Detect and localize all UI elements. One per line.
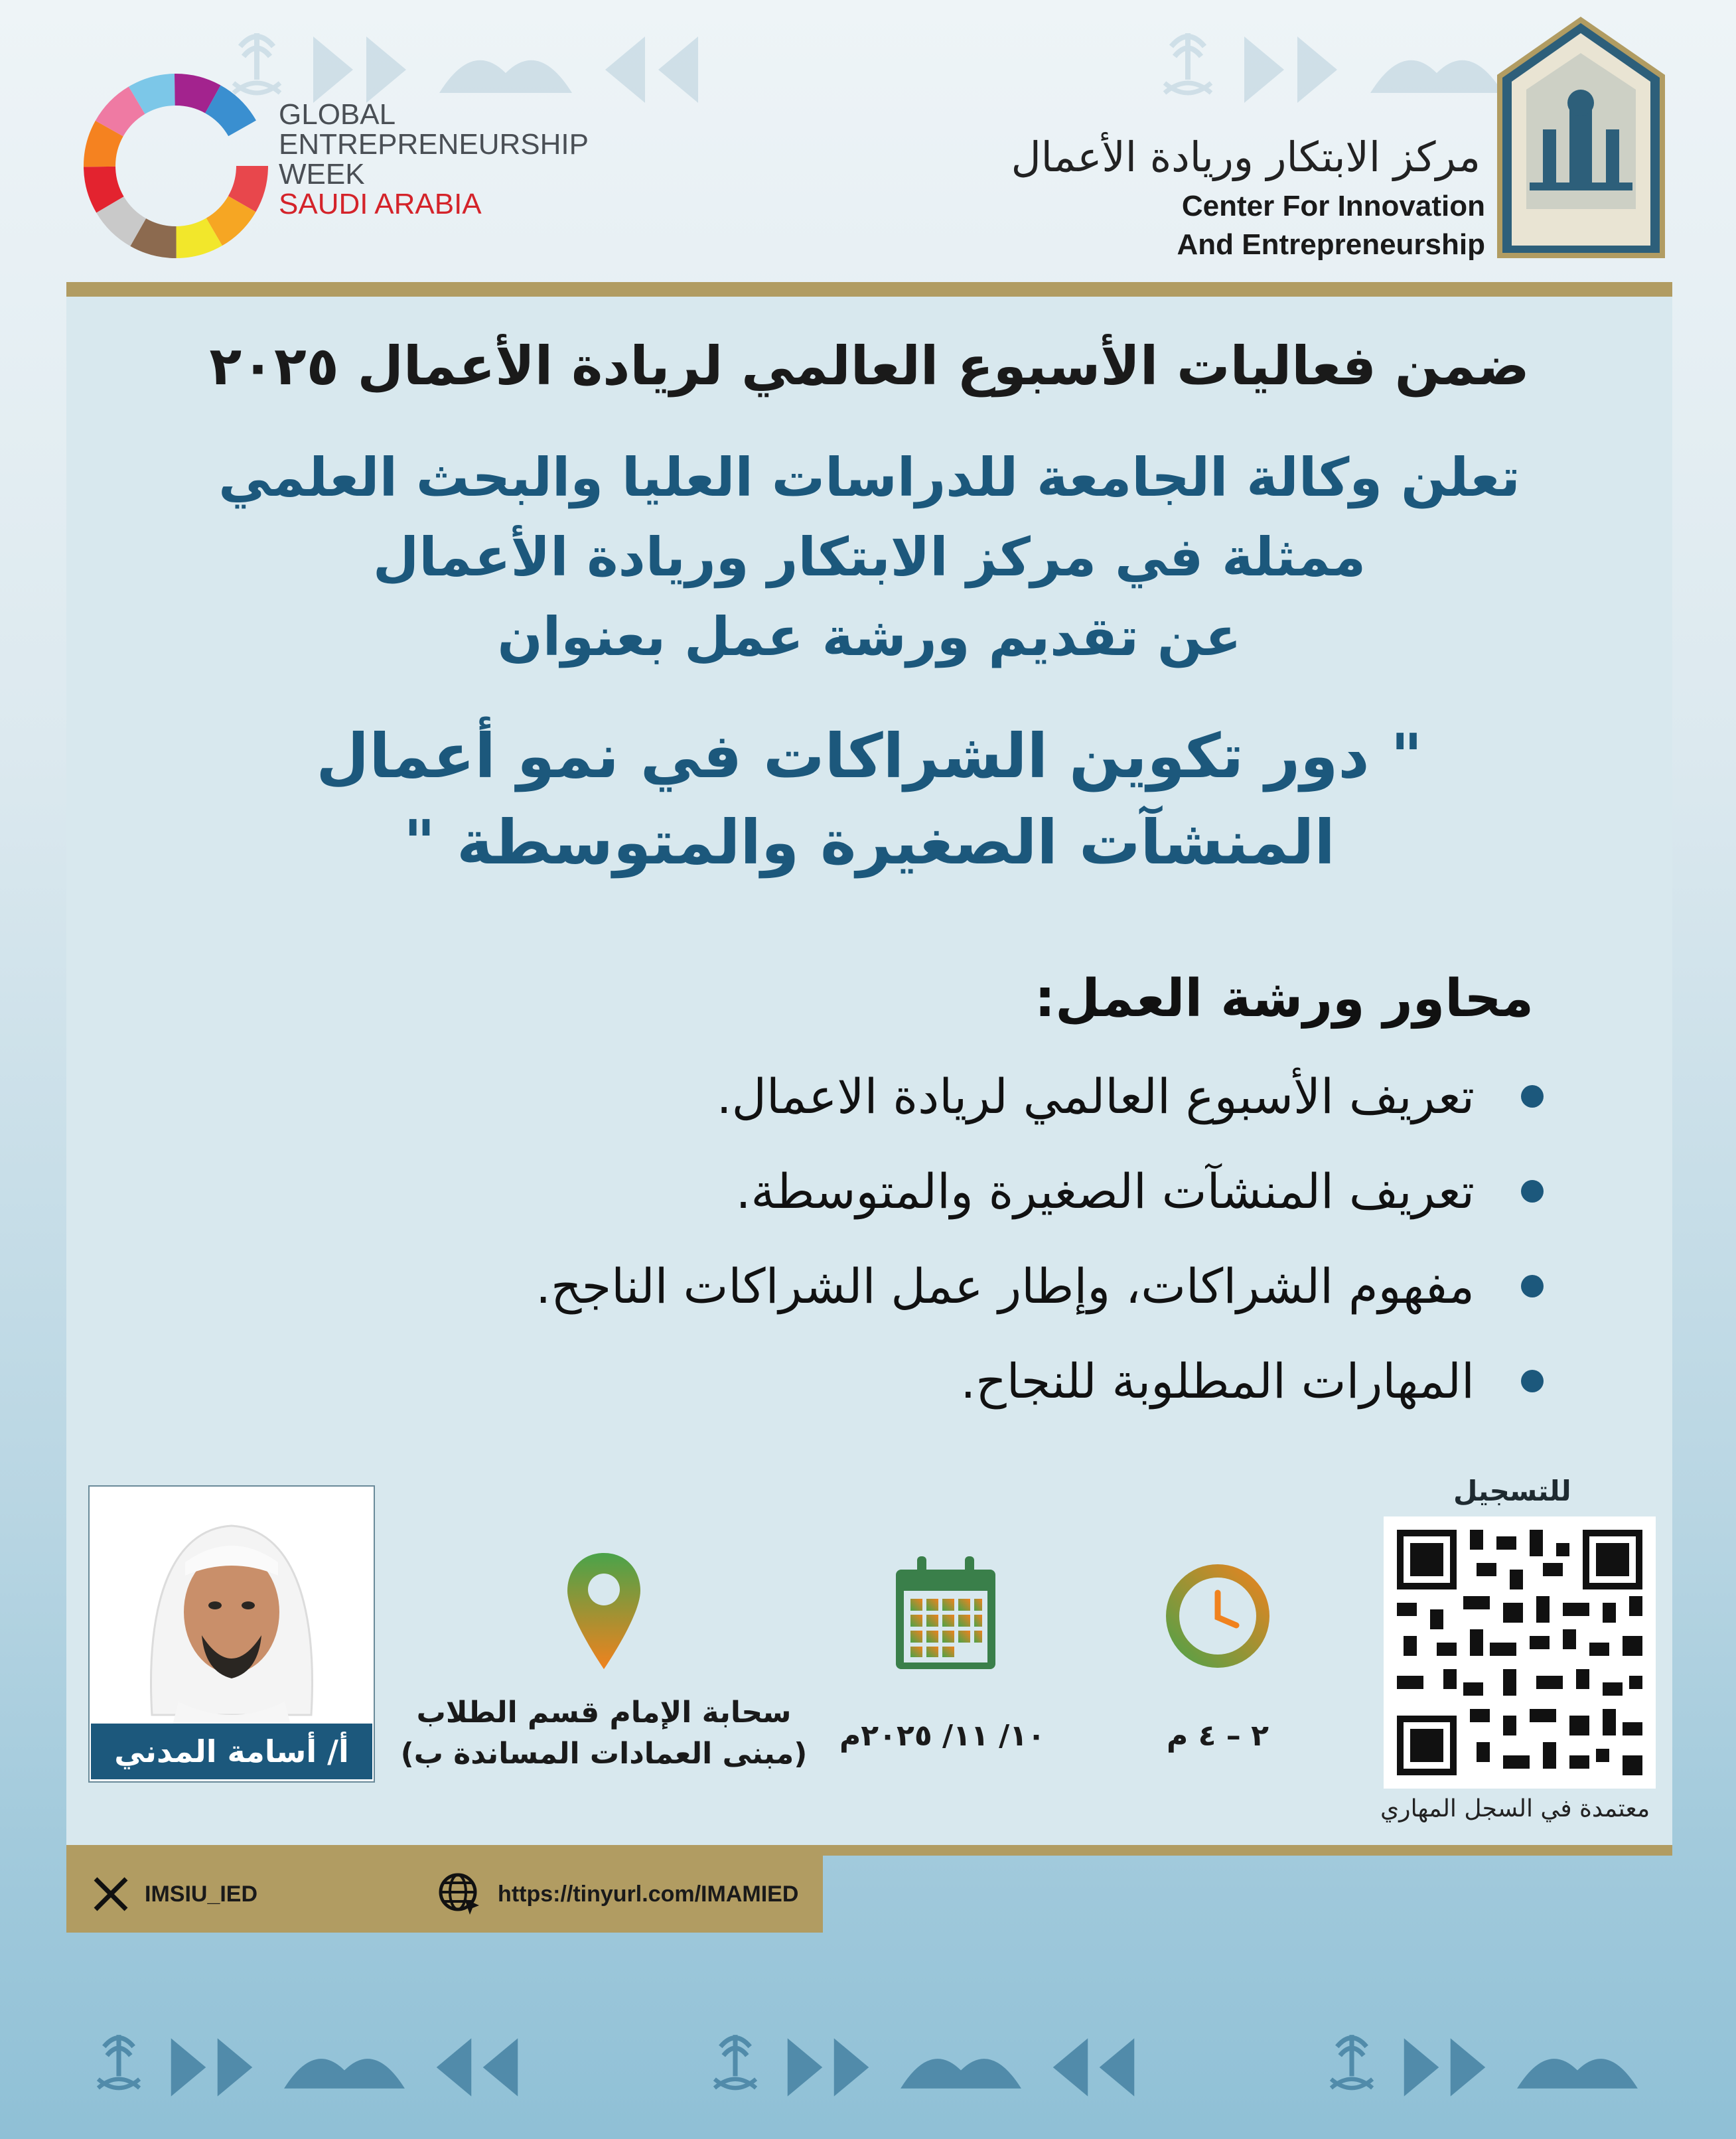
intro-line-1: ضمن فعاليات الأسبوع العالمي لريادة الأعمال ٢٠٢٥ [209, 335, 1530, 397]
axis-text: تعريف الأسبوع العالمي لريادة الاعمال. [716, 1068, 1475, 1124]
center-name-english [1177, 187, 1486, 264]
emblem-pattern-group [1325, 2028, 1644, 2107]
gew-wordmark [279, 100, 589, 219]
gew-line-1: GLOBAL [279, 98, 396, 131]
center-name-en-line-2: And Entrepreneurship [1177, 228, 1485, 261]
center-name-en-line-1: Center For Innovation [1181, 190, 1485, 222]
clock-icon [1158, 1556, 1277, 1676]
tent-wave-icon [1511, 2034, 1644, 2101]
registration-label: للتسجيل [1453, 1475, 1571, 1507]
tent-wave-icon [278, 2034, 411, 2101]
globe-cursor-icon [437, 1871, 483, 1917]
triangle-grid-icon [1047, 2031, 1140, 2104]
time-text: ٢ – ٤ م [1167, 1719, 1269, 1753]
center-name-arabic: مركز الابتكار وريادة الأعمال [1011, 133, 1481, 181]
triangle-grid-icon [431, 2031, 524, 2104]
workshop-title-line-1: " دور تكوين الشراكات في نمو أعمال [316, 721, 1423, 792]
x-handle-text: IMSIU_IED [145, 1881, 258, 1907]
emblem-pattern-group [709, 2028, 1140, 2107]
list-item [536, 1333, 1544, 1428]
palm-swords-icon [709, 2028, 762, 2107]
intro-line-4: عن تقديم ورشة عمل بعنوان [497, 606, 1242, 668]
palm-swords-icon [1325, 2028, 1378, 2107]
location-line-1: سحابة الإمام قسم الطلاب [416, 1696, 792, 1730]
triangle-grid-icon [307, 30, 413, 110]
triangle-grid-icon [165, 2031, 258, 2104]
emblem-pattern-group [92, 2028, 524, 2107]
intro-line-2: تعلن وكالة الجامعة للدراسات العليا والبحث العلمي [218, 447, 1520, 508]
gew-line-4: SAUDI ARABIA [279, 188, 482, 220]
location-text [385, 1692, 823, 1775]
skills-record-note: معتمدة في السجل المهاري [1380, 1795, 1650, 1822]
emblem-pattern-group [1158, 27, 1510, 113]
intro-line-3: ممثلة في مركز الابتكار وريادة الأعمال [372, 526, 1366, 588]
panel-divider [66, 1845, 1672, 1856]
triangle-grid-icon [599, 30, 705, 110]
triangle-grid-icon [1398, 2031, 1491, 2104]
x-logo-icon [92, 1875, 130, 1913]
tent-wave-icon [895, 2034, 1027, 2101]
axis-text: تعريف المنشآت الصغيرة والمتوسطة. [735, 1163, 1475, 1219]
palm-swords-icon [1158, 27, 1218, 113]
tent-wave-icon [1364, 33, 1510, 106]
speaker-name: أ/ أسامة المدني [91, 1724, 372, 1779]
bullet-icon [1521, 1370, 1544, 1392]
list-item [536, 1238, 1544, 1333]
triangle-grid-icon [1238, 30, 1344, 110]
footer-x-handle[interactable] [92, 1875, 257, 1913]
date-text: ١٠/ ١١/ ٢٠٢٥م [839, 1719, 1045, 1753]
gew-line-2: ENTREPRENEURSHIP [279, 128, 589, 161]
bullet-icon [1521, 1180, 1544, 1203]
footer-bar [66, 1856, 823, 1933]
axis-text: مفهوم الشراكات، وإطار عمل الشراكات الناجح. [536, 1258, 1475, 1314]
workshop-title [133, 713, 1606, 886]
list-item [536, 1143, 1544, 1238]
bottom-decorative-pattern [0, 2011, 1736, 2124]
website-url-text: https://tinyurl.com/IMAMIED [498, 1881, 799, 1907]
imsiu-university-logo [1496, 17, 1666, 259]
triangle-grid-icon [782, 2031, 875, 2104]
calendar-icon [889, 1550, 1002, 1676]
list-item [536, 1049, 1544, 1143]
workshop-axes-heading: محاور ورشة العمل: [1034, 969, 1534, 1029]
bullet-icon [1521, 1085, 1544, 1108]
workshop-axes-list [536, 1049, 1544, 1428]
axis-text: المهارات المطلوبة للنجاح. [960, 1353, 1475, 1409]
intro-block [133, 438, 1606, 677]
location-line-2: (مبنى العمادات المساندة ب) [400, 1737, 808, 1771]
bullet-icon [1521, 1275, 1544, 1297]
workshop-title-line-2: المنشآت الصغيرة والمتوسطة " [403, 807, 1335, 878]
gew-ring-logo [76, 66, 275, 265]
registration-qr-code[interactable] [1384, 1516, 1656, 1789]
footer-website-link[interactable] [437, 1871, 798, 1917]
palm-swords-icon [92, 2028, 145, 2107]
gew-line-3: WEEK [279, 158, 365, 190]
location-pin-icon [564, 1550, 644, 1676]
tent-wave-icon [433, 33, 579, 106]
